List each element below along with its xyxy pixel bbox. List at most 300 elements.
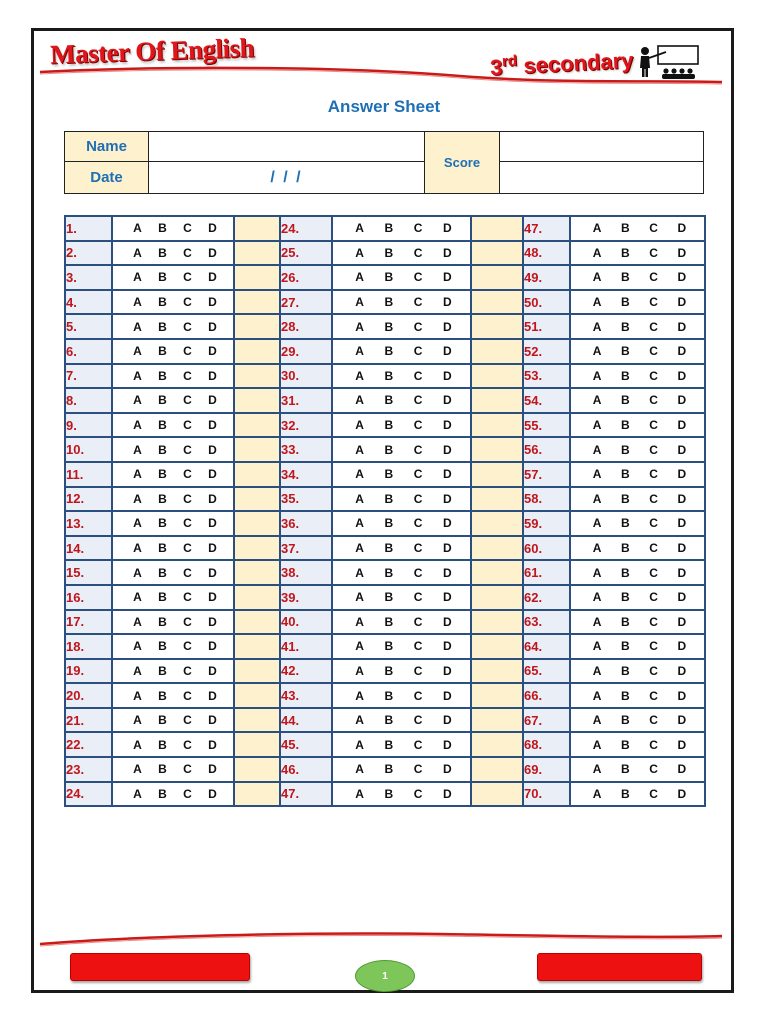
answer-option[interactable]: B: [621, 713, 630, 728]
answer-option[interactable]: A: [355, 590, 364, 605]
answer-option[interactable]: A: [592, 663, 602, 678]
answer-option[interactable]: C: [183, 418, 192, 433]
answer-option[interactable]: C: [649, 368, 658, 383]
answer-option[interactable]: B: [158, 344, 167, 359]
answer-option[interactable]: B: [158, 221, 167, 236]
score-field[interactable]: [500, 132, 704, 162]
answer-option[interactable]: C: [183, 467, 192, 482]
answer-option[interactable]: C: [649, 467, 658, 482]
answer-option[interactable]: B: [621, 418, 630, 433]
answer-option[interactable]: C: [649, 541, 658, 556]
answer-option[interactable]: A: [592, 762, 602, 777]
answer-option[interactable]: A: [592, 688, 602, 703]
answer-option[interactable]: C: [413, 368, 423, 383]
answer-option[interactable]: C: [649, 639, 658, 654]
answer-option[interactable]: C: [649, 786, 658, 801]
answer-option[interactable]: B: [158, 713, 167, 728]
answer-option[interactable]: D: [677, 418, 687, 433]
answer-option[interactable]: A: [355, 245, 364, 260]
answer-option[interactable]: C: [413, 491, 423, 506]
answer-option[interactable]: B: [621, 295, 630, 310]
answer-option[interactable]: A: [355, 516, 364, 531]
answer-option[interactable]: C: [413, 541, 423, 556]
answer-option[interactable]: B: [384, 467, 394, 482]
question-number: 52.: [523, 339, 570, 364]
answer-option[interactable]: C: [183, 688, 192, 703]
answer-option[interactable]: D: [208, 688, 217, 703]
answer-option[interactable]: C: [413, 418, 423, 433]
answer-option[interactable]: B: [384, 688, 394, 703]
answer-option[interactable]: D: [208, 344, 217, 359]
answer-option[interactable]: A: [592, 491, 602, 506]
answer-grid: [64, 215, 706, 807]
answer-option[interactable]: D: [208, 786, 217, 801]
answer-option[interactable]: D: [208, 442, 217, 457]
answer-option[interactable]: C: [649, 663, 658, 678]
answer-option[interactable]: C: [183, 516, 192, 531]
answer-option[interactable]: D: [443, 418, 452, 433]
answer-option[interactable]: D: [443, 467, 452, 482]
answer-option[interactable]: D: [677, 344, 687, 359]
answer-option[interactable]: C: [413, 393, 423, 408]
answer-option[interactable]: C: [649, 713, 658, 728]
date-field[interactable]: / / /: [149, 162, 425, 194]
answer-option[interactable]: B: [158, 491, 167, 506]
answer-option[interactable]: C: [183, 565, 192, 580]
answer-option[interactable]: C: [413, 442, 423, 457]
answer-option[interactable]: C: [183, 393, 192, 408]
answer-option[interactable]: B: [158, 639, 167, 654]
answer-option[interactable]: B: [158, 418, 167, 433]
answer-option[interactable]: A: [355, 344, 364, 359]
answer-option[interactable]: B: [158, 786, 167, 801]
answer-option[interactable]: A: [133, 713, 142, 728]
answer-option[interactable]: A: [355, 786, 364, 801]
answer-option[interactable]: C: [649, 221, 658, 236]
answer-option[interactable]: B: [384, 639, 394, 654]
answer-option[interactable]: C: [183, 663, 192, 678]
answer-option[interactable]: C: [413, 737, 423, 752]
answer-option[interactable]: B: [621, 688, 630, 703]
answer-option[interactable]: B: [621, 368, 630, 383]
answer-option[interactable]: C: [649, 319, 658, 334]
spacer-column: [234, 265, 280, 290]
answer-option[interactable]: A: [133, 442, 142, 457]
answer-option[interactable]: B: [384, 762, 394, 777]
answer-option[interactable]: D: [208, 418, 217, 433]
answer-option[interactable]: A: [592, 786, 602, 801]
answer-option[interactable]: A: [355, 368, 364, 383]
answer-option[interactable]: C: [413, 516, 423, 531]
answer-option[interactable]: B: [158, 467, 167, 482]
answer-option[interactable]: A: [133, 368, 142, 383]
answer-option[interactable]: A: [355, 221, 364, 236]
answer-option[interactable]: B: [384, 418, 394, 433]
answer-option[interactable]: B: [621, 541, 630, 556]
answer-option[interactable]: A: [592, 541, 602, 556]
answer-option[interactable]: C: [183, 295, 192, 310]
answer-option[interactable]: C: [183, 491, 192, 506]
answer-option[interactable]: D: [677, 639, 687, 654]
answer-option[interactable]: A: [133, 565, 142, 580]
answer-option[interactable]: D: [443, 614, 452, 629]
answer-option[interactable]: B: [621, 467, 630, 482]
answer-option[interactable]: D: [208, 221, 217, 236]
answer-option[interactable]: B: [158, 688, 167, 703]
answer-option[interactable]: D: [443, 491, 452, 506]
answer-option[interactable]: A: [355, 663, 364, 678]
answer-option[interactable]: B: [384, 221, 394, 236]
answer-option[interactable]: A: [355, 295, 364, 310]
answer-option[interactable]: B: [621, 319, 630, 334]
answer-option[interactable]: C: [413, 245, 423, 260]
answer-option[interactable]: D: [677, 270, 687, 285]
answer-option[interactable]: B: [158, 368, 167, 383]
answer-option[interactable]: C: [183, 590, 192, 605]
answer-option[interactable]: A: [355, 491, 364, 506]
answer-option[interactable]: B: [384, 713, 394, 728]
answer-option[interactable]: D: [208, 737, 217, 752]
answer-option[interactable]: B: [621, 270, 630, 285]
answer-option[interactable]: B: [158, 442, 167, 457]
answer-option[interactable]: C: [649, 688, 658, 703]
answer-option[interactable]: A: [592, 590, 602, 605]
answer-option[interactable]: A: [355, 713, 364, 728]
answer-option[interactable]: A: [133, 590, 142, 605]
answer-option[interactable]: A: [133, 737, 142, 752]
answer-option[interactable]: D: [677, 245, 687, 260]
answer-option[interactable]: B: [384, 590, 394, 605]
answer-option[interactable]: A: [133, 688, 142, 703]
answer-option[interactable]: B: [158, 516, 167, 531]
answer-option[interactable]: D: [443, 221, 452, 236]
answer-option[interactable]: B: [621, 565, 630, 580]
answer-option[interactable]: B: [158, 393, 167, 408]
answer-option[interactable]: D: [677, 590, 687, 605]
answer-option[interactable]: D: [677, 295, 687, 310]
answer-option[interactable]: C: [413, 221, 423, 236]
answer-option[interactable]: B: [384, 737, 394, 752]
answer-option[interactable]: D: [443, 786, 452, 801]
answer-option[interactable]: A: [592, 467, 602, 482]
answer-option[interactable]: C: [413, 614, 423, 629]
answer-option[interactable]: C: [413, 786, 423, 801]
answer-option[interactable]: D: [677, 368, 687, 383]
answer-option[interactable]: B: [384, 516, 394, 531]
answer-option[interactable]: B: [621, 786, 630, 801]
answer-option[interactable]: D: [677, 467, 687, 482]
answer-option[interactable]: A: [133, 663, 142, 678]
answer-option[interactable]: C: [649, 393, 658, 408]
answer-option[interactable]: B: [384, 541, 394, 556]
answer-option[interactable]: C: [649, 295, 658, 310]
answer-option[interactable]: A: [133, 319, 142, 334]
answer-options: [570, 610, 705, 635]
answer-option[interactable]: B: [384, 614, 394, 629]
answer-option[interactable]: D: [208, 467, 217, 482]
answer-option[interactable]: B: [621, 442, 630, 457]
answer-option[interactable]: D: [443, 688, 452, 703]
answer-option[interactable]: B: [621, 762, 630, 777]
answer-option[interactable]: B: [384, 368, 394, 383]
answer-option[interactable]: B: [621, 663, 630, 678]
question-number: 53.: [523, 364, 570, 389]
answer-option[interactable]: D: [208, 639, 217, 654]
answer-option[interactable]: A: [355, 541, 364, 556]
answer-option[interactable]: C: [413, 467, 423, 482]
answer-option[interactable]: C: [183, 786, 192, 801]
answer-option[interactable]: A: [592, 344, 602, 359]
answer-option[interactable]: A: [133, 221, 142, 236]
answer-option[interactable]: A: [133, 541, 142, 556]
answer-option[interactable]: B: [158, 590, 167, 605]
answer-option[interactable]: C: [413, 688, 423, 703]
answer-option[interactable]: B: [158, 270, 167, 285]
answer-option[interactable]: C: [649, 737, 658, 752]
answer-option[interactable]: A: [592, 516, 602, 531]
answer-option[interactable]: B: [158, 762, 167, 777]
answer-option[interactable]: D: [443, 442, 452, 457]
answer-option[interactable]: D: [208, 516, 217, 531]
answer-option[interactable]: A: [592, 393, 602, 408]
answer-option[interactable]: C: [183, 245, 192, 260]
answer-option[interactable]: C: [649, 762, 658, 777]
answer-option[interactable]: C: [183, 541, 192, 556]
answer-option[interactable]: A: [133, 762, 142, 777]
name-field[interactable]: [149, 132, 425, 162]
answer-option[interactable]: A: [133, 491, 142, 506]
answer-option[interactable]: A: [133, 295, 142, 310]
answer-option[interactable]: B: [621, 491, 630, 506]
answer-option[interactable]: A: [355, 737, 364, 752]
answer-option[interactable]: C: [183, 713, 192, 728]
answer-option[interactable]: D: [443, 565, 452, 580]
answer-option[interactable]: B: [621, 221, 630, 236]
spacer-column: [234, 708, 280, 733]
answer-option[interactable]: A: [592, 270, 602, 285]
answer-option[interactable]: B: [621, 614, 630, 629]
answer-option[interactable]: A: [592, 221, 602, 236]
answer-option[interactable]: D: [677, 614, 687, 629]
answer-option[interactable]: A: [133, 393, 142, 408]
answer-option[interactable]: C: [183, 344, 192, 359]
answer-option[interactable]: B: [621, 245, 630, 260]
answer-option[interactable]: B: [621, 737, 630, 752]
answer-option[interactable]: D: [443, 393, 452, 408]
answer-option[interactable]: C: [413, 319, 423, 334]
answer-option[interactable]: A: [355, 270, 364, 285]
answer-option[interactable]: D: [677, 541, 687, 556]
answer-option[interactable]: C: [649, 245, 658, 260]
answer-option[interactable]: C: [183, 270, 192, 285]
answer-option[interactable]: C: [413, 565, 423, 580]
answer-option[interactable]: D: [677, 565, 687, 580]
answer-option[interactable]: B: [384, 344, 394, 359]
answer-option[interactable]: B: [384, 245, 394, 260]
answer-option[interactable]: C: [649, 442, 658, 457]
score-field-lower[interactable]: [500, 162, 704, 194]
answer-option[interactable]: D: [208, 614, 217, 629]
answer-option[interactable]: B: [621, 344, 630, 359]
answer-option[interactable]: D: [443, 368, 452, 383]
answer-option[interactable]: A: [592, 245, 602, 260]
answer-option[interactable]: C: [183, 442, 192, 457]
answer-option[interactable]: A: [133, 418, 142, 433]
answer-option[interactable]: A: [355, 442, 364, 457]
answer-option[interactable]: A: [133, 614, 142, 629]
answer-option[interactable]: B: [158, 663, 167, 678]
answer-option[interactable]: D: [443, 639, 452, 654]
answer-option[interactable]: D: [208, 762, 217, 777]
answer-option[interactable]: A: [355, 319, 364, 334]
answer-option[interactable]: C: [413, 344, 423, 359]
answer-option[interactable]: A: [133, 516, 142, 531]
answer-option[interactable]: D: [443, 295, 452, 310]
answer-option[interactable]: B: [384, 491, 394, 506]
answer-option[interactable]: B: [384, 295, 394, 310]
answer-option[interactable]: D: [208, 368, 217, 383]
answer-option[interactable]: B: [621, 639, 630, 654]
answer-option[interactable]: C: [183, 614, 192, 629]
answer-option[interactable]: A: [592, 442, 602, 457]
answer-option[interactable]: B: [384, 393, 394, 408]
answer-option[interactable]: D: [677, 688, 687, 703]
answer-option[interactable]: C: [413, 663, 423, 678]
answer-option[interactable]: B: [158, 245, 167, 260]
answer-option[interactable]: C: [183, 368, 192, 383]
answer-option[interactable]: D: [443, 590, 452, 605]
answer-option[interactable]: C: [413, 295, 423, 310]
answer-option[interactable]: B: [621, 393, 630, 408]
answer-option[interactable]: A: [592, 614, 602, 629]
answer-option[interactable]: D: [677, 663, 687, 678]
answer-option[interactable]: C: [649, 614, 658, 629]
answer-option[interactable]: D: [677, 491, 687, 506]
answer-option[interactable]: D: [443, 541, 452, 556]
answer-option[interactable]: A: [592, 565, 602, 580]
answer-option[interactable]: A: [133, 245, 142, 260]
answer-option[interactable]: D: [208, 663, 217, 678]
answer-option[interactable]: D: [208, 541, 217, 556]
answer-option[interactable]: C: [413, 270, 423, 285]
answer-option[interactable]: D: [208, 319, 217, 334]
answer-option[interactable]: D: [443, 663, 452, 678]
answer-option[interactable]: A: [592, 368, 602, 383]
answer-option[interactable]: D: [443, 737, 452, 752]
answer-option[interactable]: B: [384, 270, 394, 285]
answer-option[interactable]: A: [355, 614, 364, 629]
answer-option[interactable]: A: [133, 639, 142, 654]
answer-option[interactable]: A: [355, 688, 364, 703]
answer-option[interactable]: C: [183, 762, 192, 777]
answer-option[interactable]: D: [677, 516, 687, 531]
answer-option[interactable]: D: [677, 393, 687, 408]
answer-option[interactable]: C: [649, 565, 658, 580]
answer-option[interactable]: D: [443, 344, 452, 359]
answer-option[interactable]: B: [158, 295, 167, 310]
answer-option[interactable]: D: [677, 442, 687, 457]
answer-option[interactable]: D: [677, 786, 687, 801]
answer-option[interactable]: B: [621, 516, 630, 531]
answer-option[interactable]: D: [677, 762, 687, 777]
answer-option[interactable]: A: [592, 295, 602, 310]
answer-option[interactable]: D: [677, 713, 687, 728]
answer-option[interactable]: C: [649, 516, 658, 531]
answer-option[interactable]: C: [183, 221, 192, 236]
answer-option[interactable]: B: [621, 590, 630, 605]
answer-option[interactable]: B: [384, 442, 394, 457]
answer-option[interactable]: C: [413, 590, 423, 605]
answer-option[interactable]: B: [158, 614, 167, 629]
answer-option[interactable]: A: [592, 319, 602, 334]
answer-option[interactable]: A: [355, 639, 364, 654]
answer-option[interactable]: B: [384, 786, 394, 801]
answer-option[interactable]: A: [355, 565, 364, 580]
answer-option[interactable]: C: [183, 639, 192, 654]
answer-option[interactable]: D: [443, 245, 452, 260]
answer-option[interactable]: B: [158, 319, 167, 334]
answer-option[interactable]: C: [183, 737, 192, 752]
answer-option[interactable]: D: [443, 516, 452, 531]
answer-option[interactable]: C: [413, 639, 423, 654]
answer-option[interactable]: A: [355, 418, 364, 433]
answer-option[interactable]: A: [133, 344, 142, 359]
answer-option[interactable]: B: [384, 565, 394, 580]
answer-option[interactable]: B: [158, 565, 167, 580]
answer-option[interactable]: D: [443, 713, 452, 728]
answer-option[interactable]: C: [183, 319, 192, 334]
question-number: 15.: [65, 560, 112, 585]
answer-option[interactable]: A: [355, 393, 364, 408]
answer-option[interactable]: D: [208, 295, 217, 310]
answer-option[interactable]: D: [208, 565, 217, 580]
answer-option[interactable]: A: [592, 713, 602, 728]
answer-option[interactable]: B: [384, 319, 394, 334]
answer-option[interactable]: B: [384, 663, 394, 678]
answer-option[interactable]: D: [677, 319, 687, 334]
answer-option[interactable]: C: [649, 491, 658, 506]
answer-option[interactable]: C: [649, 590, 658, 605]
answer-option[interactable]: D: [208, 590, 217, 605]
answer-option[interactable]: A: [133, 467, 142, 482]
answer-option[interactable]: A: [133, 786, 142, 801]
answer-option[interactable]: D: [677, 221, 687, 236]
spacer-column: [471, 782, 523, 807]
answer-option[interactable]: A: [355, 467, 364, 482]
answer-option[interactable]: D: [443, 319, 452, 334]
answer-option[interactable]: C: [649, 344, 658, 359]
answer-option[interactable]: C: [413, 762, 423, 777]
answer-option[interactable]: D: [443, 762, 452, 777]
answer-option[interactable]: C: [649, 270, 658, 285]
answer-option[interactable]: D: [208, 393, 217, 408]
answer-option[interactable]: A: [592, 639, 602, 654]
answer-option[interactable]: B: [158, 737, 167, 752]
answer-option[interactable]: A: [592, 418, 602, 433]
answer-option[interactable]: D: [208, 270, 217, 285]
answer-option[interactable]: C: [649, 418, 658, 433]
answer-option[interactable]: A: [592, 737, 602, 752]
answer-option[interactable]: A: [133, 270, 142, 285]
answer-option[interactable]: D: [208, 491, 217, 506]
answer-option[interactable]: B: [158, 541, 167, 556]
answer-option[interactable]: D: [443, 270, 452, 285]
answer-option[interactable]: D: [677, 737, 687, 752]
answer-option[interactable]: C: [413, 713, 423, 728]
answer-option[interactable]: D: [208, 245, 217, 260]
answer-option[interactable]: D: [208, 713, 217, 728]
answer-option[interactable]: A: [355, 762, 364, 777]
